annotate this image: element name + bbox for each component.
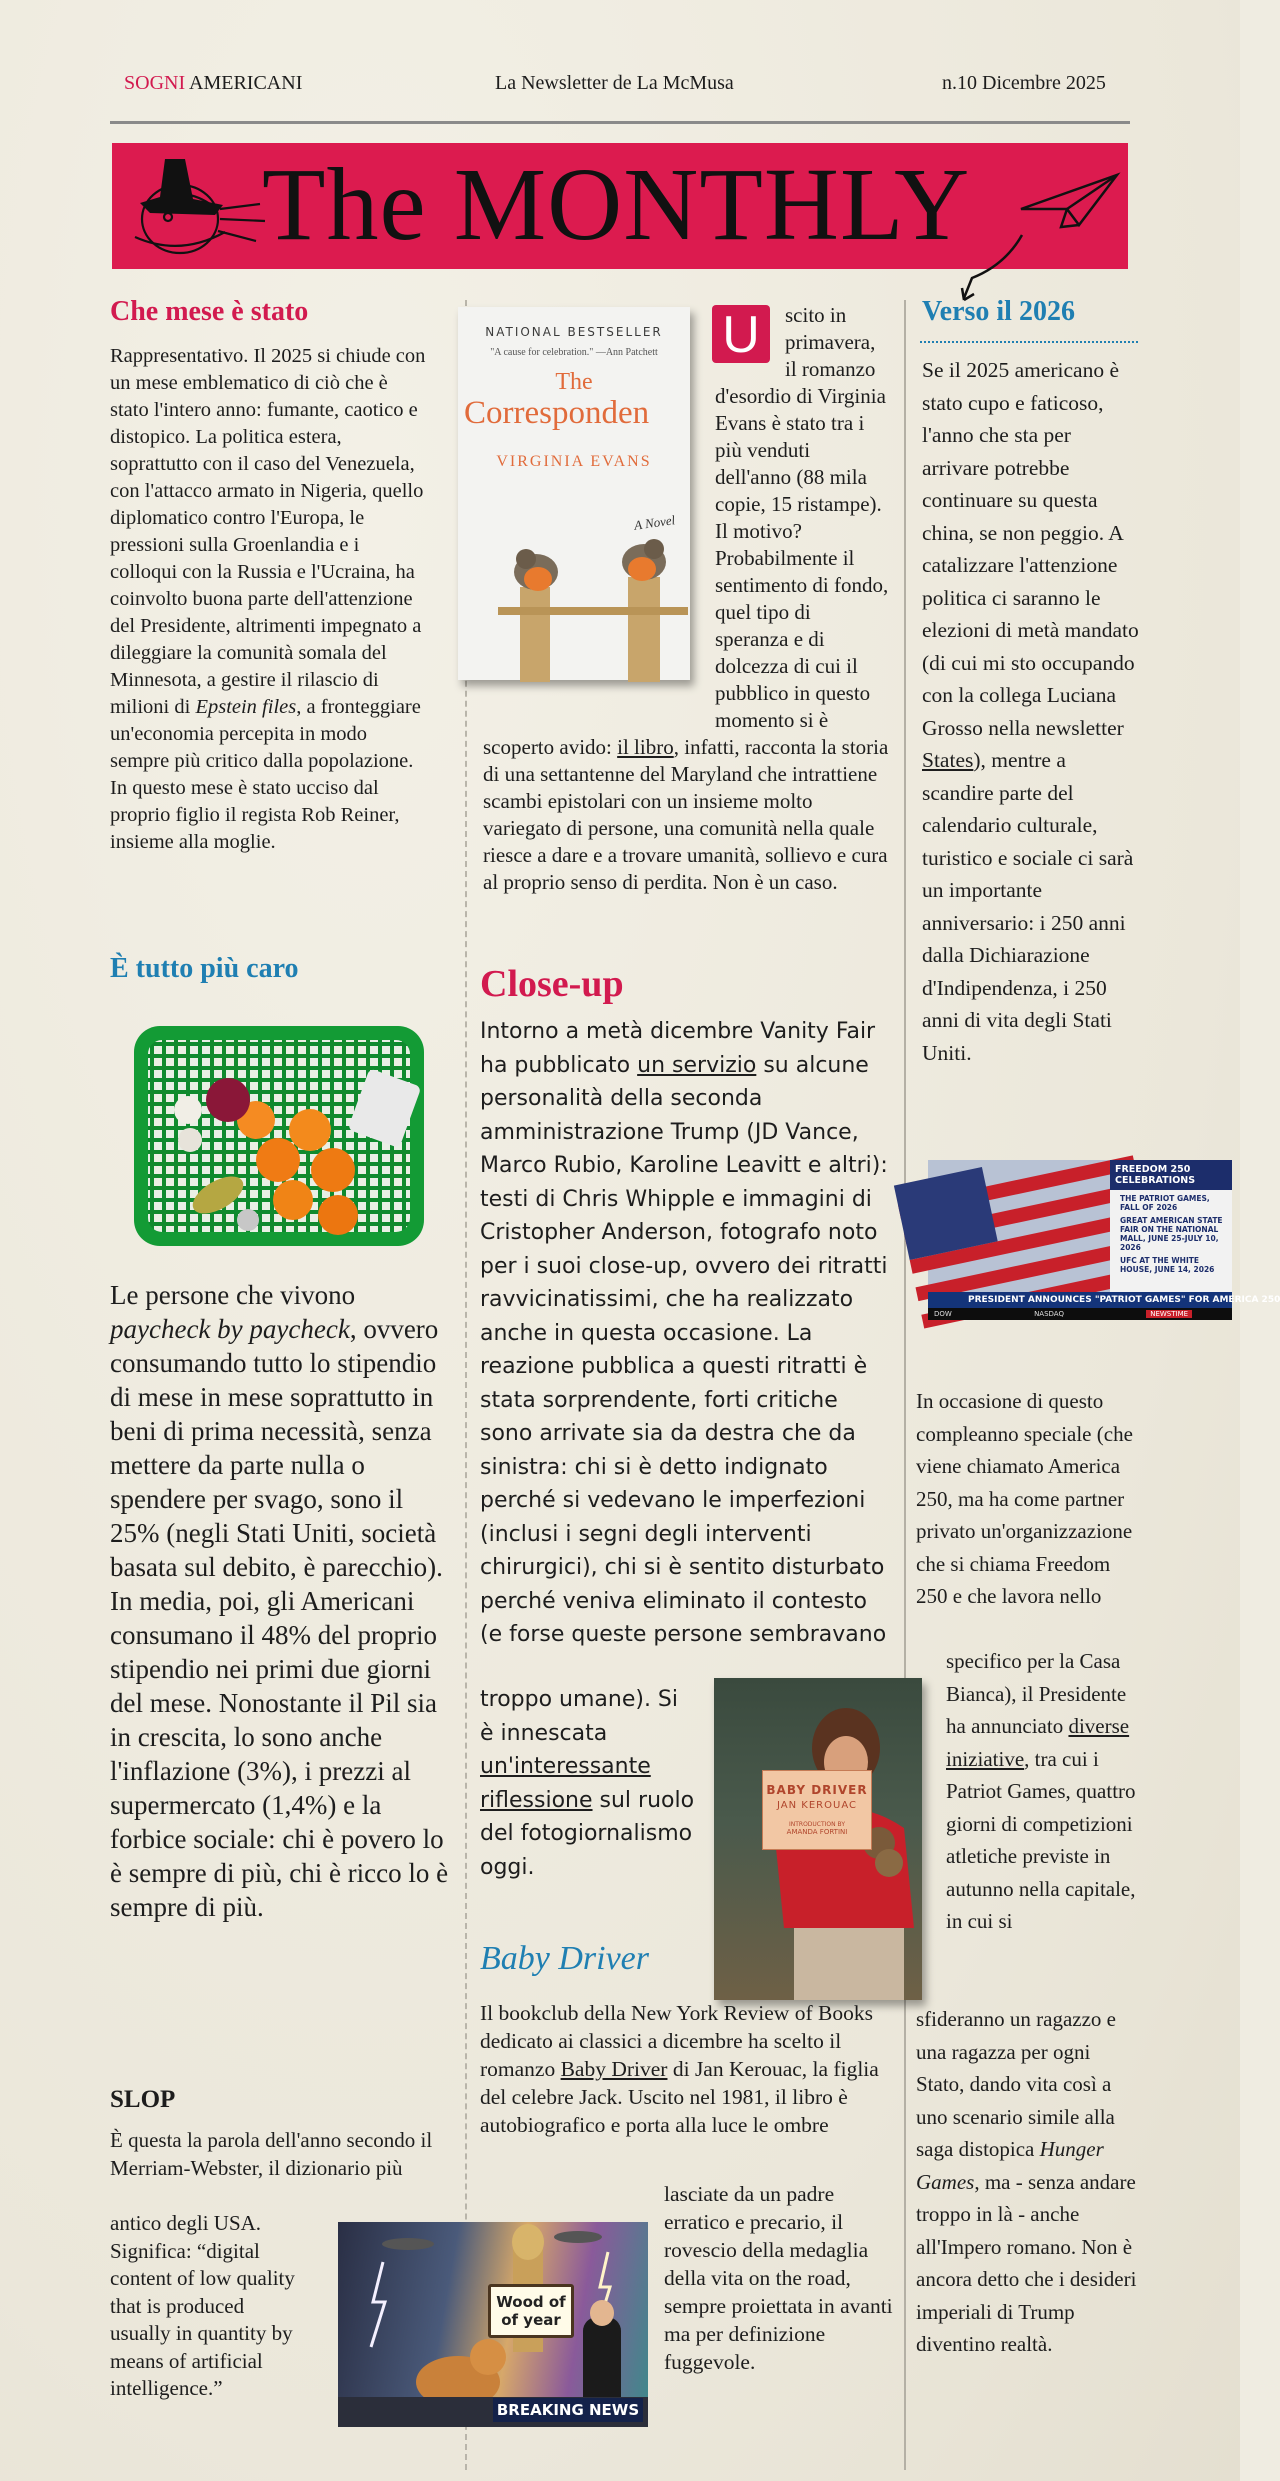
dropcap-u: U (712, 305, 770, 363)
article-freedom-text-2: specifico per la Casa Bianca), il Presidente ha annunciato (946, 1649, 1127, 1738)
baby-driver-cover-intro-by: AMANDA FORTINI (786, 1828, 848, 1836)
slop-sign (488, 2284, 574, 2338)
news-anchor-figure (583, 2317, 621, 2397)
tv-ticker (928, 1308, 1232, 1320)
freedom-panel (1110, 1160, 1232, 1292)
article-freedom-text-5: , ma - senza andare troppo in là - anche all'Impero romano. Non è ancora detto che i desideri imperiali di Trump diventino realtà. (916, 2169, 1137, 2356)
tv-news-screenshot (928, 1160, 1280, 1320)
link-baby-driver[interactable]: Baby Driver (560, 2057, 668, 2081)
book-badge: NATIONAL BESTSELLER (485, 325, 663, 339)
article-close-up-text-3: troppo umane). Si è innescata (480, 1687, 679, 1746)
book-quote: "A cause for celebration." —Ann Patchett (490, 347, 658, 358)
heading-baby-driver: Baby Driver (480, 1940, 650, 1977)
article-baby-driver-text-1: Il bookclub della New York Review of Books dedicato ai classici a dicembre ha scelto il romanzo (480, 2001, 873, 2081)
article-slop-part2: antico degli USA. Significa: “digital content of low quality that is produced usually in quantity by means of artificial intelligence.” (110, 2211, 295, 2400)
link-diverse-iniziative[interactable]: diverse iniziative (946, 1714, 1130, 1771)
article-tutto-caro-text-2: , ovvero consumando tutto lo stipendio di mese in mese soprattutto in beni di prima necessità, senza mettere da parte nulla o spendere per svago, sono il 25% (negli Stati Uniti, società basata sul debito, è parecchio). In media, poi, gli Americani consumano il 48% del proprio stipendio nei primi due giorni del mese. Nonostante il Pil sia in crescita, lo sono anche l'inflazione (3%), i prezzi al supermercato (1,4%) e la forbice sociale: chi è povero lo è sempre di più, chi è ricco lo è sempre di più. (110, 1314, 449, 1922)
column-divider-right (904, 300, 906, 2470)
article-freedom-250-part3 (916, 2003, 1140, 2361)
book-author: VIRGINIA EVANS (496, 453, 652, 470)
article-close-up-text-2: su alcune personalità della seconda amministrazione Trump (JD Vance, Marco Rubio, Karoline Leavitt e altri): testi di Chris Whipple e immagini di Cristopher Anderson, fotografo noto per i suoi close-up, ovvero dei ritratti ravvicinatissimi, che ha realizzato anche in questa occasione. La reazione pubblica a questi ritratti è stata sorprendente, forti critiche sono arrivate sia da destra che da sinistra: chi si è detto indignato perché si vedevano le imperfezioni (inclusi i segni degli interventi chirurgici), chi si è sentito disturbato perché veniva eliminato il contesto (e forse queste persone sembravano (480, 1052, 888, 1647)
brand-accent: SOGNI (124, 72, 186, 94)
brand-rest: AMERICANI (185, 72, 303, 94)
ticker-left: DOW (934, 1310, 952, 1318)
baby-driver-cover-intro: INTRODUCTION BY (788, 1821, 846, 1828)
hunger-games-italic: Hunger Games (916, 2137, 1104, 2194)
heading-verso-2026: Verso il 2026 (922, 296, 1075, 327)
ticker-mid: NASDAQ (1034, 1310, 1064, 1318)
article-verso-2026 (922, 354, 1140, 1069)
article-freedom-250-part2 (946, 1645, 1140, 1938)
heading-slop: SLOP (110, 2086, 176, 2113)
header-rule (110, 121, 1130, 124)
book-title: Corresponden (464, 395, 650, 431)
article-che-mese-text-1: Rappresentativo. Il 2025 si chiude con un mese emblematico di ciò che è stato l'intero anno: fumante, caotico e distopico. La politica estera, soprattutto con il caso del Venezuela, con l'attacco armato in Nigeria, quello diplomatico contro l'Europa, le pressioni sulla Groenlandia e i colloqui con la Russia e l'Ucraina, ha coinvolto buona parte dell'attenzione del Presidente, altrimenti impegnato a dileggiare la comunità somala del Minnesota, a gestire il rilascio di milioni di (110, 345, 426, 718)
newsletter-name: La Newsletter de La McMusa (495, 72, 734, 94)
link-un-servizio[interactable]: un servizio (637, 1052, 757, 1078)
article-close-up-text-1: Intorno a metà dicembre Vanity Fair ha pubblicato (480, 1019, 876, 1078)
book-cover-baby-driver (714, 1678, 922, 2000)
brand-name (124, 72, 302, 95)
masthead-title: The MONTHLY (262, 147, 971, 262)
ticker-right: NEWSTIME (1146, 1310, 1192, 1318)
article-baby-driver-end: lasciate da un padre erratico e precario, il rovescio della medaglia della vita on the road, sempre proiettata in avanti ma per definizione fuggevole. (664, 2182, 893, 2374)
article-freedom-text-3: , tra cui i Patriot Games, quattro giorni di competizioni atletiche previste in autunno nella capitale, in cui si (946, 1746, 1136, 1933)
freedom-bullet-3: UFC AT THE WHITE HOUSE, JUNE 14, 2026 (1120, 1256, 1215, 1274)
article-close-up (480, 1015, 888, 1652)
article-freedom-text-4: sfideranno un ragazzo e una ragazza per ogni Stato, dando vita così a uno scenario simile alla saga distopica (916, 2007, 1116, 2161)
article-correspondent (483, 302, 889, 896)
article-tutto-caro (110, 1278, 450, 1924)
cowboy-icon (120, 149, 270, 264)
freedom-panel-list (1110, 1190, 1232, 1274)
article-freedom-250-part1: In occasione di questo compleanno speciale (che viene chiamato America 250, ma ha come partner privato un'organizzazione che si chiama Freedom 250 e che lavora nello (916, 1389, 1133, 1608)
float-spacer-book (483, 302, 715, 722)
article-slop-part1: È questa la parola dell'anno secondo il Merriam-Webster, il dizionario più (110, 2128, 433, 2180)
heading-underline (920, 341, 1138, 343)
slop-sign-line1: Wood of (496, 2293, 566, 2311)
article-che-mese (110, 343, 428, 856)
link-states[interactable]: States (922, 748, 974, 772)
article-close-up-text-4: sul ruolo del fotogiornalismo oggi. (480, 1787, 695, 1880)
plane-trail-line (960, 230, 1040, 305)
baby-driver-cover-title: BABY DRIVER (766, 1783, 868, 1797)
link-il-libro[interactable]: il libro (617, 735, 674, 759)
heading-close-up: Close-up (480, 963, 624, 1005)
article-che-mese-text-2: , a fronteggiare un'economia percepita in modo sempre più critico dalla popolazione. In questo mese è stato ucciso dal proprio figlio il regista Rob Reiner, insieme alla moglie. (110, 696, 421, 853)
paper-plane-icon (1017, 171, 1122, 231)
slop-sign-line2: of year (501, 2311, 561, 2329)
book-title-the: The (555, 369, 593, 395)
article-baby-driver-text-2: di Jan Kerouac, la figlia del celebre Jack. Uscito nel 1981, il libro è autobiografico e porta alla luce le ombre (480, 2057, 879, 2137)
article-correspondent-text-2: , infatti, racconta la storia di una settantenne del Maryland che intrattiene scambi epistolari con un insieme molto variegato di persone, una comunità nella quale riesce a dare e a trovare umanità, sollievo e cura al proprio senso di perdita. Non è un caso. (483, 735, 889, 894)
heading-tutto-caro: È tutto più caro (110, 953, 299, 984)
paycheck-italic: paycheck by paycheck (110, 1314, 350, 1344)
book-tag: A Novel (633, 512, 677, 533)
freedom-panel-title: FREEDOM 250 CELEBRATIONS (1110, 1160, 1232, 1190)
slop-ai-image (338, 2222, 648, 2427)
article-verso-text-1: Se il 2025 americano è stato cupo e faticoso, l'anno che sta per arrivare potrebbe continuare su questa china, se non peggio. A catalizzare l'attenzione politica ci saranno le elezioni di metà mandato (di cui mi sto occupando con la collega Luciana Grosso nella newsletter (922, 358, 1139, 740)
link-interessante-riflessione[interactable]: un'interessante riflessione (480, 1754, 651, 1813)
freedom-bullet-2: GREAT AMERICAN STATE FAIR ON THE NATIONAL MALL, JUNE 25-JULY 10, 2026 (1120, 1216, 1223, 1252)
issue-date: n.10 Dicembre 2025 (942, 72, 1106, 94)
breaking-news-banner: BREAKING NEWS (493, 2398, 643, 2422)
article-tutto-caro-text-1: Le persone che vivono (110, 1280, 356, 1310)
float-spacer-dropcap (715, 302, 785, 364)
heading-che-mese: Che mese è stato (110, 296, 309, 327)
epstein-files-italic: Epstein files (195, 696, 297, 718)
baby-driver-cover-author: JAN KEROUAC (777, 1800, 857, 1811)
grocery-basket-image (128, 1020, 430, 1252)
freedom-bullet-1: THE PATRIOT GAMES, FALL OF 2026 (1120, 1194, 1210, 1212)
article-correspondent-text-1: scito in primavera, il romanzo d'esordio di Virginia Evans è stato tra i più venduti dell'anno (88 mila copie, 15 ristampe). Il motivo? Probabilmente il sentimento di fondo, quel tipo di speranza e di dolcezza di cui il pubblico in questo momento si è scoperto avido: (483, 303, 889, 759)
article-close-up-end (480, 1683, 695, 1884)
article-baby-driver (480, 1999, 892, 2139)
tv-chyron: PRESIDENT ANNOUNCES "PATRIOT GAMES" FOR AMERICA 250 (928, 1292, 1232, 1308)
baby-driver-label (762, 1770, 872, 1850)
article-verso-text-2: ), mentre a scandire parte del calendario culturale, turistico e sociale ci sarà un importante anniversario: i 250 anni dalla Dichiarazione d'Indipendenza, i 250 anni di vita degli Stati Uniti. (922, 748, 1134, 1065)
news-anchor-head (590, 2300, 614, 2326)
